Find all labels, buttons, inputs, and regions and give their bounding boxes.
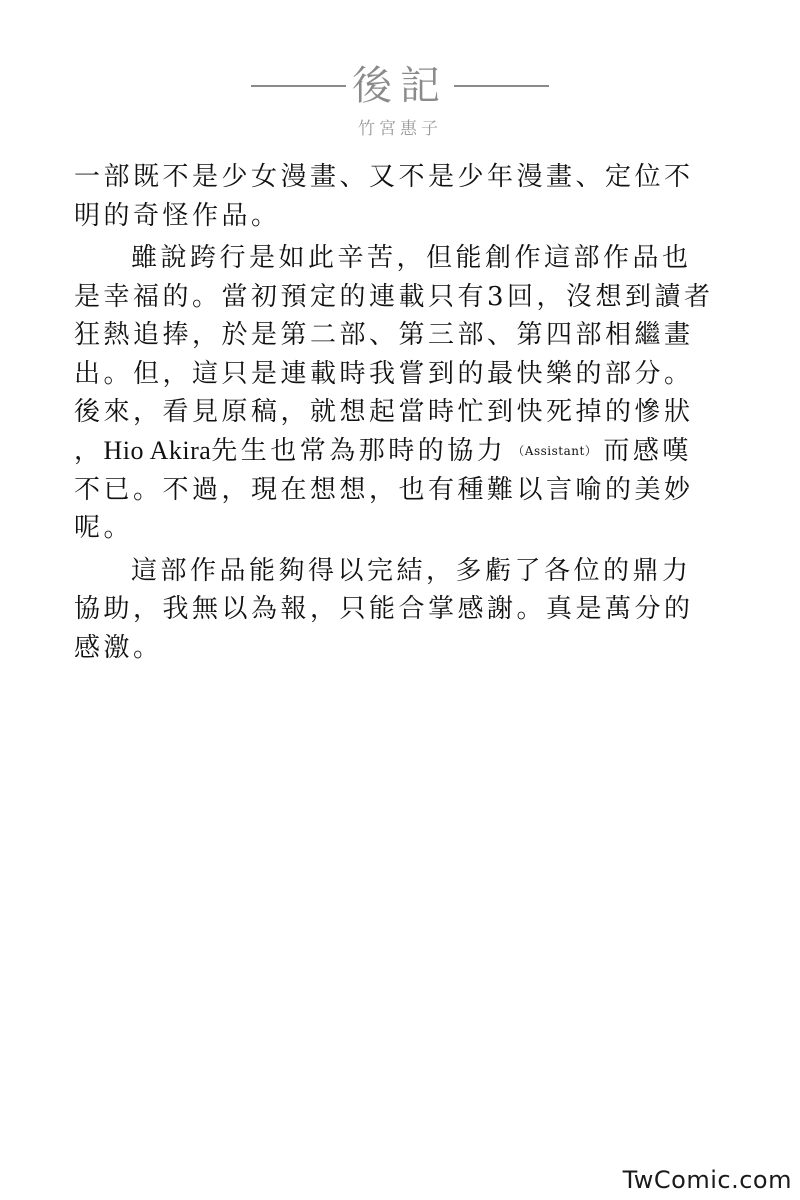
- text-line: 感激。: [74, 632, 163, 663]
- paragraph: [74, 552, 726, 668]
- author-name: 竹宮惠子: [358, 119, 442, 139]
- text-line: 雖說跨行是如此辛苦，但能創作這部作品也: [131, 243, 692, 273]
- paragraph: [74, 239, 726, 548]
- title-right-rule: [454, 85, 549, 87]
- text-line: 這部作品能夠得以完結，多虧了各位的鼎力: [131, 555, 692, 586]
- text-line: 後來，看見原稿，就想起當時忙到快死掉的慘狀: [74, 397, 694, 427]
- afterword-body: [74, 158, 726, 671]
- site-watermark: TwComic.com: [622, 1166, 792, 1194]
- text-segment: ，: [74, 435, 104, 466]
- text-segment: （Assistant）: [512, 444, 598, 459]
- text-line: 出。但，這只是連載時我嘗到的最快樂的部分。: [74, 358, 694, 389]
- paragraph: [74, 158, 726, 235]
- text-segment: 而感嘆: [603, 435, 692, 466]
- text-segment: Hio Akira: [103, 435, 212, 465]
- text-line: 呢。: [74, 513, 134, 544]
- page-title: 後記: [352, 63, 448, 109]
- text-segment: 先生也常為那時的協力: [211, 435, 507, 466]
- text-line: 是幸福的。當初預定的連載只有3回，沒想到讀者: [74, 281, 714, 312]
- text-line: 不已。不過，現在想想，也有種難以言喻的美妙: [74, 474, 694, 505]
- text-line: 狂熱追捧，於是第二部、第三部、第四部相繼畫: [74, 320, 694, 350]
- text-line: [74, 432, 726, 471]
- text-line: 一部既不是少女漫畫、又不是少年漫畫、定位不: [74, 162, 694, 192]
- text-line: 協助，我無以為報，只能合掌感謝。真是萬分的: [74, 594, 694, 625]
- title-left-rule: [251, 85, 346, 87]
- title-block: [0, 56, 800, 116]
- text-line: 明的奇怪作品。: [74, 200, 281, 231]
